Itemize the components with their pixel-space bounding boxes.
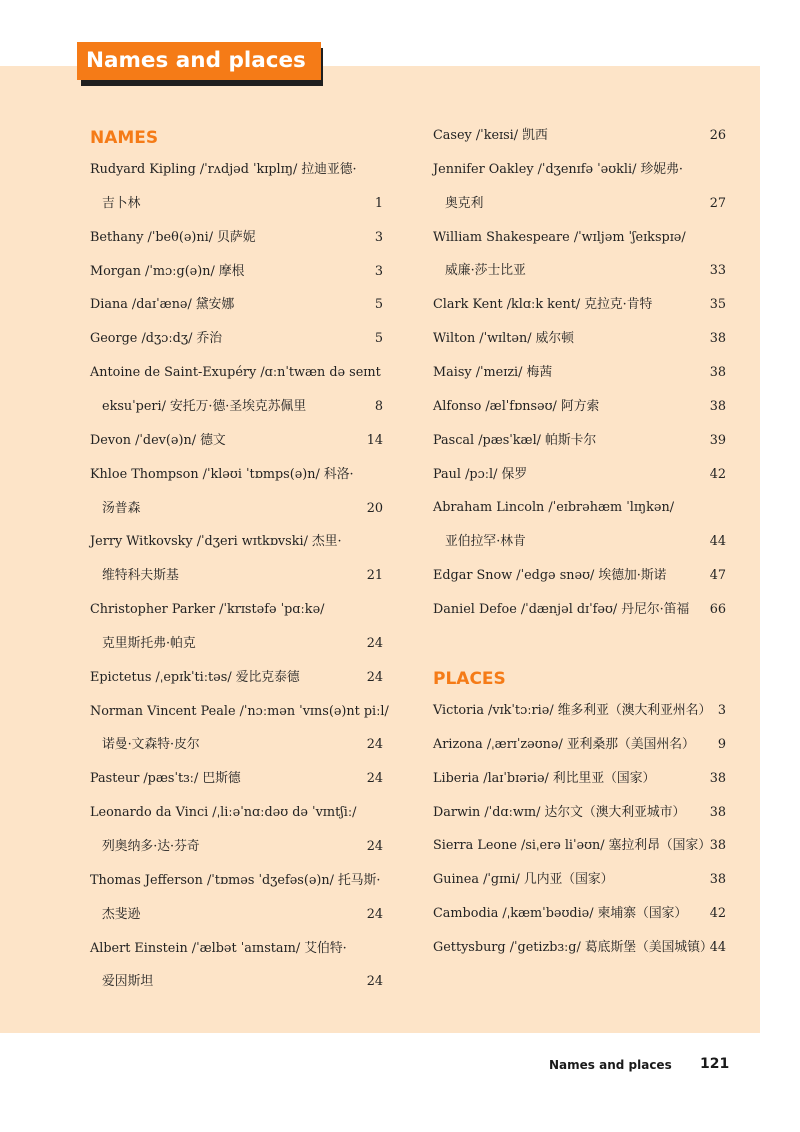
index-entry-text: Clark Kent /klɑːk kent/ 克拉克·肯特	[433, 297, 653, 313]
index-entry-page: 38	[709, 770, 726, 786]
index-entry-page: 42	[709, 906, 726, 922]
index-entry-page: 1	[374, 195, 383, 211]
index-entry-text: Norman Vincent Peale /ˈnɔːmən ˈvɪns(ə)nt piːl/	[90, 703, 389, 719]
index-entry-page: 44	[709, 939, 726, 955]
index-entry-text: Pascal /pæsˈkæl/ 帕斯卡尔	[433, 432, 597, 448]
index-entry-page: 66	[709, 601, 726, 617]
names-heading: NAMES	[90, 128, 159, 148]
footer-page-number: 121	[700, 1056, 730, 1072]
index-entry-page: 38	[709, 398, 726, 414]
index-entry-page: 24	[366, 974, 383, 990]
index-entry-text: Pasteur /pæsˈtɜː/ 巴斯德	[90, 771, 241, 787]
index-entry-page: 3	[374, 229, 383, 245]
index-entry-text: 吉卜林	[102, 195, 141, 211]
index-entry-text: Jerry Witkovsky /ˈdʒeri wɪtkɒvski/ 杰里·	[90, 534, 342, 550]
index-entry-text: Christopher Parker /ˈkrɪstəfə ˈpɑːkə/	[90, 602, 325, 618]
index-entry-text: Rudyard Kipling /ˈrʌdjəd ˈkɪplɪŋ/ 拉迪亚德·	[90, 162, 357, 177]
index-entry-text: 爱因斯坦	[102, 974, 154, 990]
index-entry-text: Khloe Thompson /ˈkləʊi ˈtɒmps(ə)n/ 科洛·	[90, 466, 354, 482]
index-entry-page: 14	[366, 432, 383, 448]
index-entry-text: George /dʒɔːdʒ/ 乔治	[90, 331, 223, 347]
index-entry-text: Victoria /vɪkˈtɔːriə/ 维多利亚（澳大利亚州名）	[433, 703, 712, 718]
index-entry-text: 奥克利	[445, 195, 484, 211]
index-entry-text: Arizona /ˌærɪˈzəʊnə/ 亚利桑那（美国州名）	[433, 736, 695, 752]
index-entry-page: 24	[366, 771, 383, 787]
index-entry-text: Paul /pɔːl/ 保罗	[433, 466, 528, 482]
index-entry-text: 克里斯托弗·帕克	[102, 635, 196, 651]
footer-section-label: Names and places	[549, 1058, 672, 1072]
index-entry-text: 列奥纳多·达·芬奇	[102, 839, 200, 854]
index-entry-page: 38	[709, 872, 726, 888]
index-entry-text: 诺曼·文森特·皮尔	[102, 737, 200, 753]
index-entry-text: Darwin /ˈdɑːwɪn/ 达尔文（澳大利亚城市）	[433, 804, 686, 820]
index-entry-text: 维特科夫斯基	[102, 568, 179, 584]
index-entry-text: Gettysburg /ˈgetizbɜːg/ 葛底斯堡（美国城镇）	[433, 939, 713, 955]
index-entry-text: Morgan /ˈmɔːg(ə)n/ 摩根	[90, 263, 245, 279]
index-entry-page: 3	[717, 703, 726, 718]
index-entry-page: 24	[366, 906, 383, 922]
index-entry-text: Abraham Lincoln /ˈeɪbrəhæm ˈlɪŋkən/	[433, 500, 675, 516]
index-entry-page: 3	[374, 263, 383, 279]
index-entry-text: 汤普森	[102, 500, 141, 516]
index-entry-page: 38	[709, 838, 726, 854]
index-entry-text: Bethany /ˈbeθ(ə)ni/ 贝萨妮	[90, 229, 256, 245]
index-entry-text: Wilton /ˈwɪltən/ 威尔顿	[433, 331, 574, 347]
index-entry-page: 24	[366, 669, 383, 685]
index-entry-page: 26	[709, 128, 726, 143]
places-heading: PLACES	[433, 669, 506, 689]
index-entry-text: Thomas Jefferson /ˈtɒməs ˈdʒefəs(ə)n/ 托马斯·	[90, 872, 381, 888]
index-entry-text: Epictetus /ˌepɪkˈtiːtəs/ 爱比克泰德	[90, 669, 300, 685]
index-entry-text: Guinea /ˈgɪni/ 几内亚（国家）	[433, 872, 614, 888]
index-entry-text: Edgar Snow /ˈedgə snəʊ/ 埃德加·斯诺	[433, 568, 667, 584]
index-entry-text: eksuˈperi/ 安托万·德·圣埃克苏佩里	[102, 398, 307, 414]
index-entry-page: 5	[374, 297, 383, 313]
index-entry-text: Liberia /laɪˈbɪəriə/ 利比里亚（国家）	[433, 770, 656, 786]
index-entry-text: 杰斐逊	[102, 906, 141, 922]
index-entry-page: 24	[366, 737, 383, 753]
index-entry-page: 8	[374, 398, 383, 414]
index-entry-text: 威廉·莎士比亚	[445, 263, 526, 279]
index-entry-page: 44	[709, 534, 726, 550]
index-entry-text: Cambodia /ˌkæmˈbəʊdiə/ 柬埔寨（国家）	[433, 906, 688, 922]
index-entry-page: 38	[709, 804, 726, 820]
index-entry-text: Diana /daɪˈænə/ 黛安娜	[90, 297, 235, 313]
index-entry-text: Leonardo da Vinci /ˌliːəˈnɑːdəʊ də ˈvɪntʃiː/	[90, 805, 357, 821]
index-entry-text: William Shakespeare /ˈwɪljəm ˈʃeɪkspɪə/	[433, 229, 686, 245]
index-entry-page: 20	[366, 500, 383, 516]
index-entry-text: Antoine de Saint-Exupéry /ɑːnˈtwæn də seɪnt	[90, 365, 381, 381]
index-entry-text: Sierra Leone /siˌerə liˈəʊn/ 塞拉利昂（国家）	[433, 838, 712, 854]
index-entry-page: 24	[366, 635, 383, 651]
index-entry-page: 39	[709, 432, 726, 448]
index-entry-text: Daniel Defoe /ˈdænjəl dɪˈfəʊ/ 丹尼尔·笛福	[433, 601, 690, 617]
index-entry-page: 38	[709, 364, 726, 380]
page-title: Names and places	[77, 42, 321, 80]
index-entry-page: 35	[709, 297, 726, 313]
index-entry-page: 27	[709, 195, 726, 211]
index-entry-text: 亚伯拉罕·林肯	[445, 534, 526, 550]
index-entry-page: 21	[366, 568, 383, 584]
index-entry-text: Devon /ˈdev(ə)n/ 德文	[90, 432, 226, 448]
index-entry-text: Alfonso /ælˈfɒnsəʊ/ 阿方索	[433, 398, 600, 414]
index-entry-text: Jennifer Oakley /ˈdʒenɪfə ˈəʊkli/ 珍妮弗·	[433, 161, 683, 177]
index-entry-page: 42	[709, 466, 726, 482]
index-entry-page: 47	[709, 568, 726, 584]
index-entry-page: 24	[366, 839, 383, 854]
index-entry-page: 38	[709, 331, 726, 347]
index-entry-page: 9	[717, 736, 726, 752]
index-entry-page: 5	[374, 331, 383, 347]
index-entry-text: Casey /ˈkeɪsi/ 凯西	[433, 128, 548, 143]
index-entry-text: Albert Einstein /ˈælbət ˈaɪnstaɪn/ 艾伯特·	[90, 940, 347, 956]
index-entry-page: 33	[709, 263, 726, 279]
index-entry-text: Maisy /ˈmeɪzi/ 梅茜	[433, 364, 553, 380]
